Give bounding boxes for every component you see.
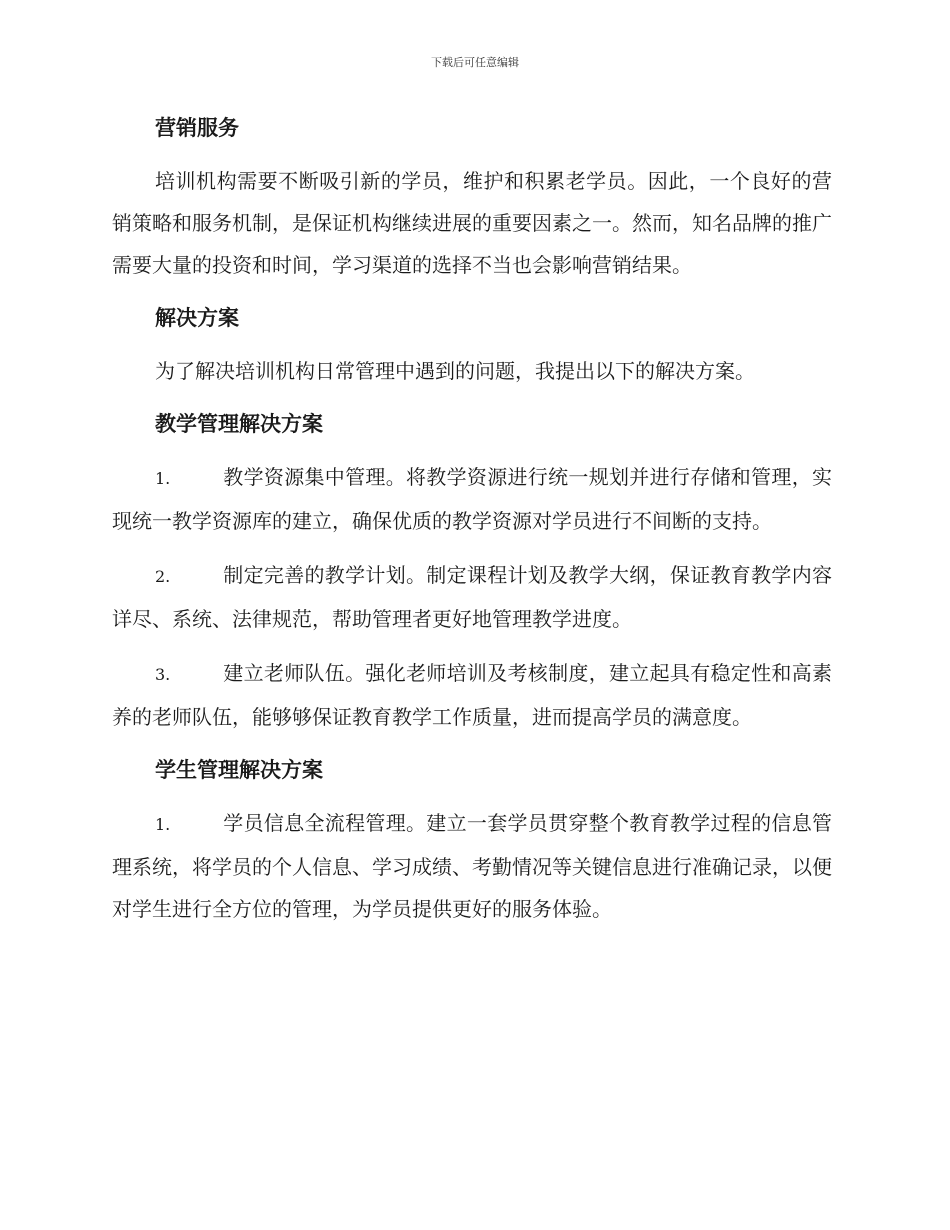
- list-item: [112, 652, 832, 738]
- marketing-heading: 营销服务: [155, 116, 239, 140]
- list-item-text: 建立老师队伍。强化老师培训及考核制度，建立起具有稳定性和高素养的老师队伍，能够够保证教育教学工作质量，进而提高学员的满意度。: [112, 661, 832, 729]
- marketing-paragraph: 培训机构需要不断吸引新的学员，维护和积累老学员。因此，一个良好的营销策略和服务机制，是保证机构继续进展的重要因素之一。然而，知名品牌的推广需要大量的投资和时间，学习渠道的选择不当也会影响营销结果。: [112, 169, 832, 277]
- list-item: [112, 456, 832, 542]
- list-item-text: 教学资源集中管理。将教学资源进行统一规划并进行存储和管理，实现统一教学资源库的建立，确保优质的教学资源对学员进行不间断的支持。: [112, 465, 832, 533]
- solution-heading: 解决方案: [155, 306, 239, 330]
- teaching-heading: 教学管理解决方案: [155, 412, 323, 436]
- list-item: [112, 554, 832, 640]
- list-item-text: 学员信息全流程管理。建立一套学员贯穿整个教育教学过程的信息管理系统，将学员的个人信息、学习成绩、考勤情况等关键信息进行准确记录，以便对学生进行全方位的管理，为学员提供更好的服务体验。: [112, 811, 832, 921]
- list-item-number: 1.: [155, 469, 171, 488]
- list-item-text: 制定完善的教学计划。制定课程计划及教学大纲，保证教育教学内容详尽、系统、法律规范，帮助管理者更好地管理教学进度。: [112, 563, 832, 631]
- list-item-number: 1.: [155, 815, 171, 834]
- list-item-number: 3.: [155, 665, 171, 684]
- page-header-note: 下载后可任意编辑: [431, 56, 519, 69]
- solution-paragraph: 为了解决培训机构日常管理中遇到的问题，我提出以下的解决方案。: [155, 359, 755, 383]
- list-item-number: 2.: [155, 567, 171, 586]
- student-heading: 学生管理解决方案: [155, 758, 323, 782]
- document-body: [112, 108, 832, 942]
- list-item: [112, 802, 832, 930]
